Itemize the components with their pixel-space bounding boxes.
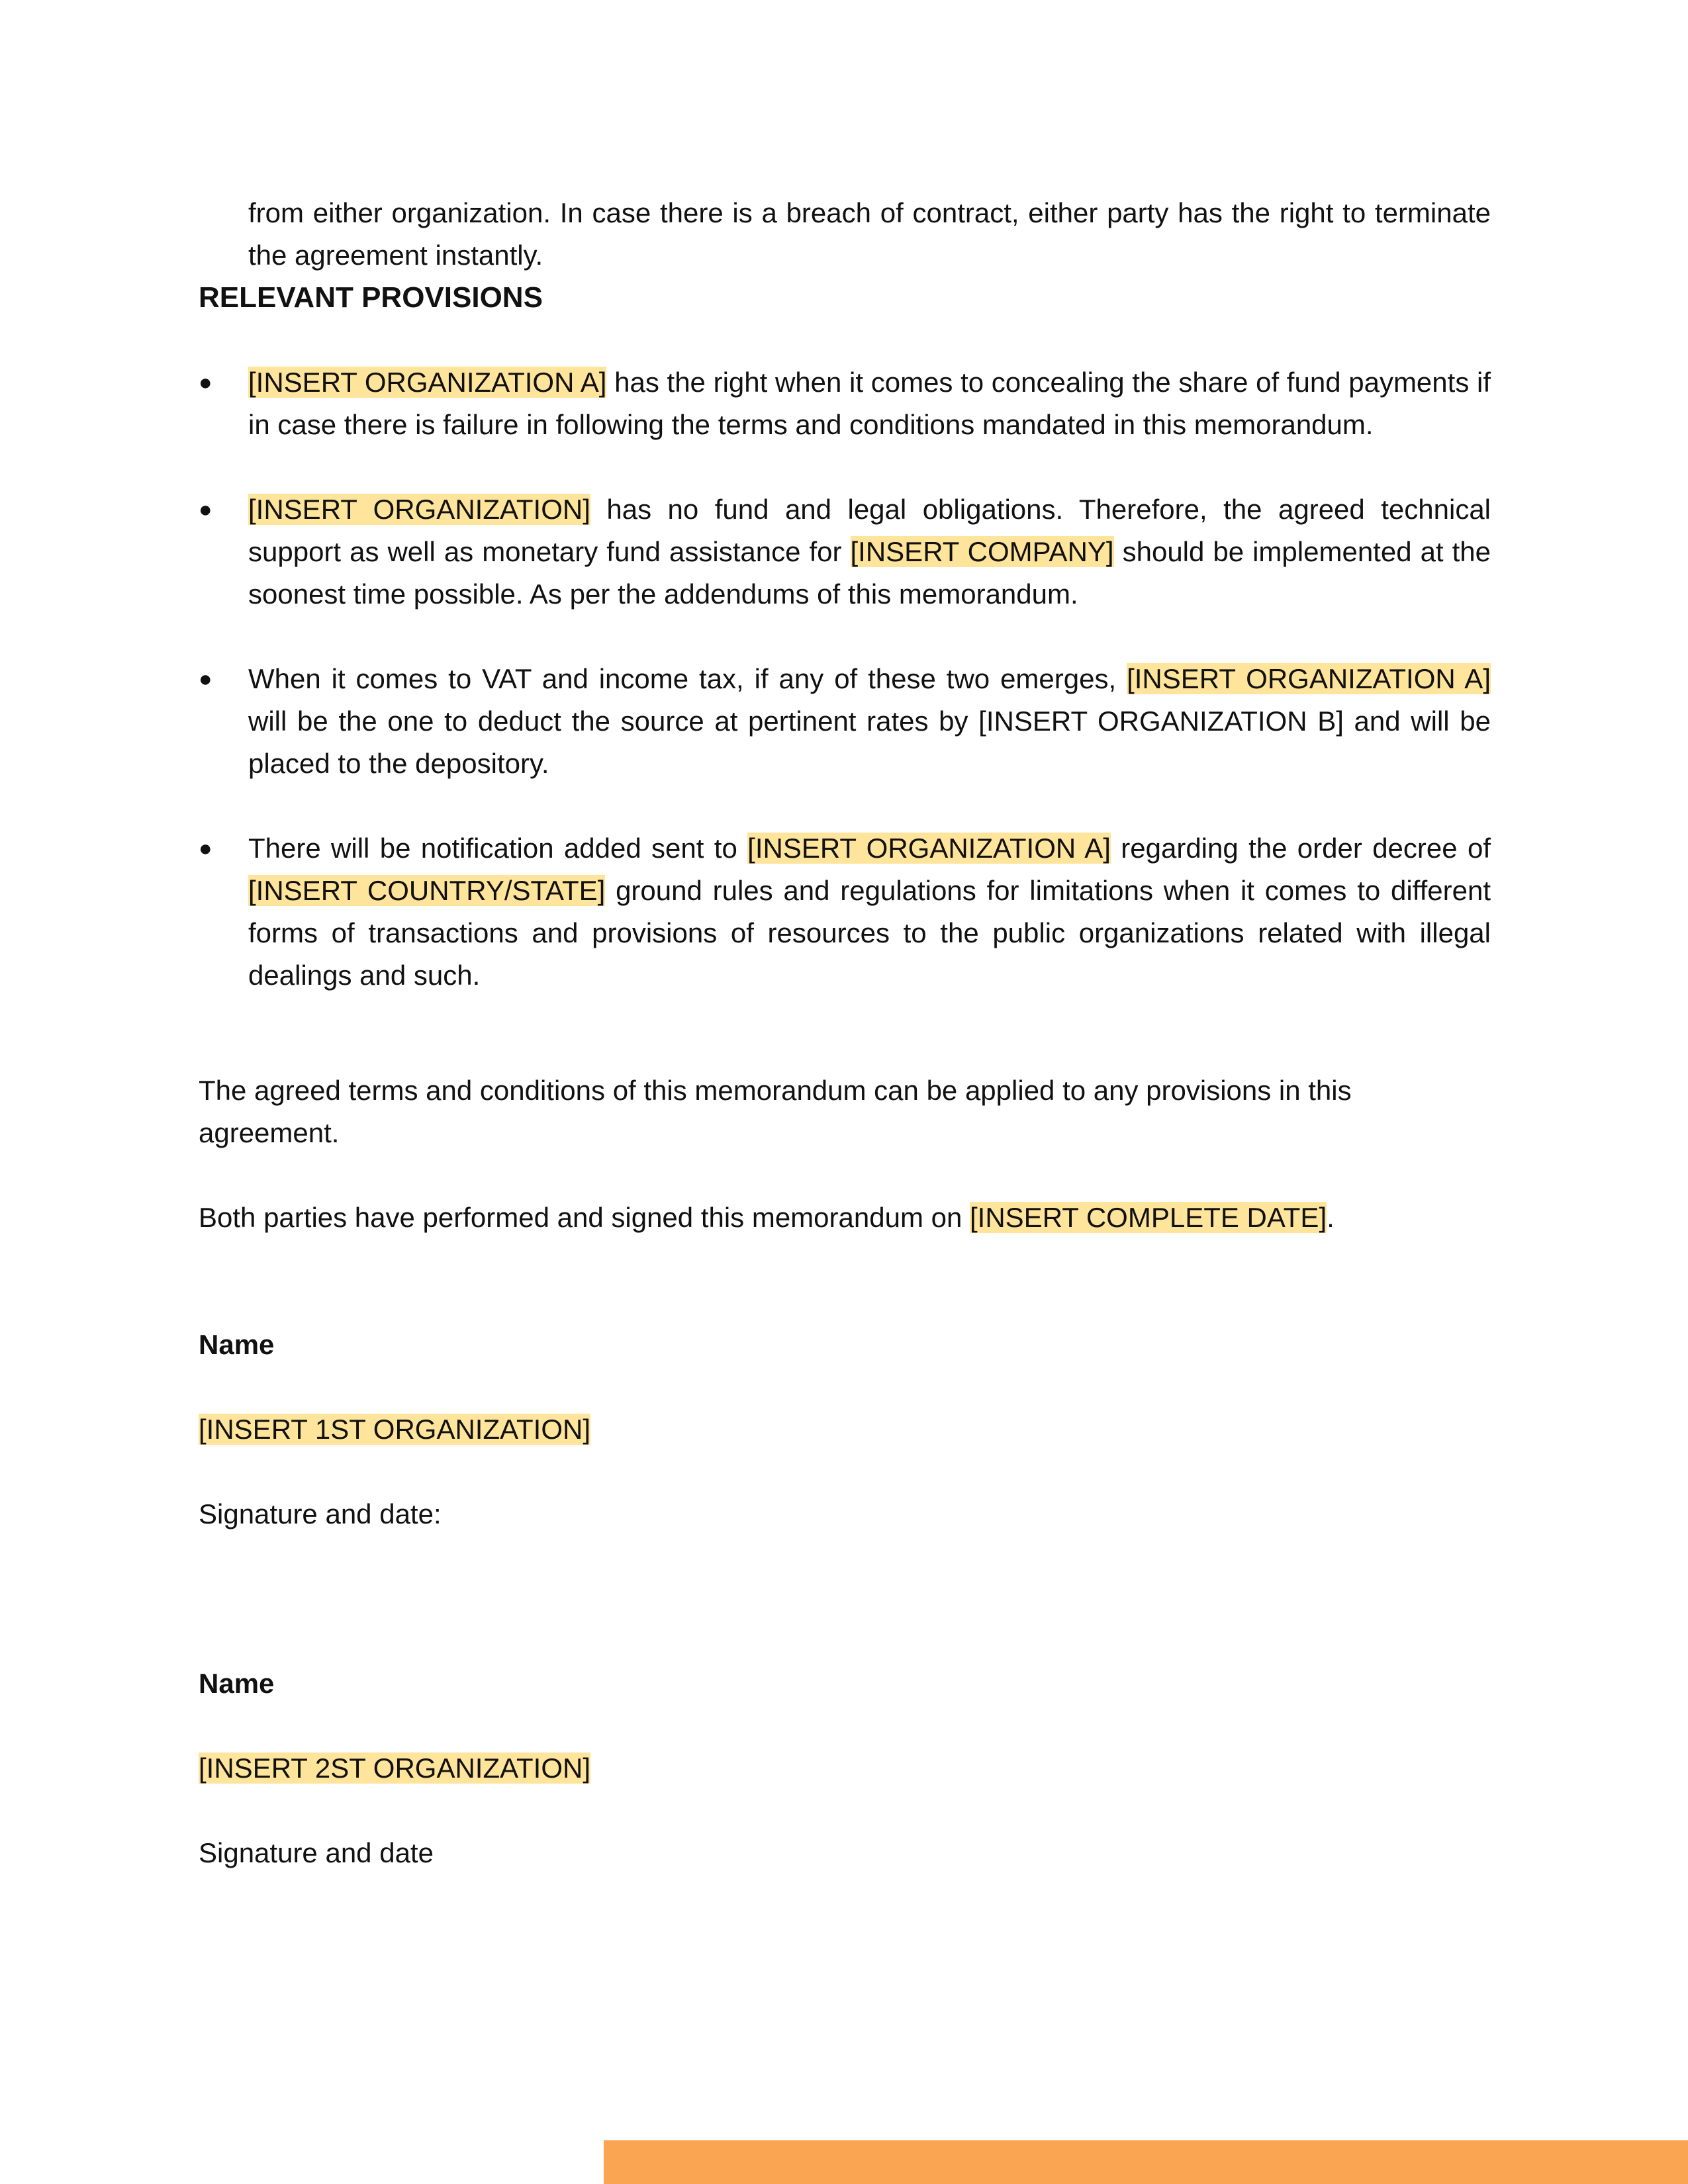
signed-suffix: . <box>1327 1202 1335 1233</box>
provision-text: will be the one to deduct the source at pertinent rates by [INSERT ORGANIZATION B] and will be placed to the depository. <box>248 705 1491 779</box>
signed-text: Both parties have performed and signed this memorandum on <box>199 1202 970 1233</box>
signature-block <box>199 1662 1491 1874</box>
provision-item <box>199 488 1491 615</box>
signature-date-label: Signature and date <box>199 1837 434 1868</box>
provision-text: There will be notification added sent to <box>248 833 748 864</box>
placeholder-organization-a: [INSERT ORGANIZATION A] <box>1127 663 1491 694</box>
signature-date-label: Signature and date: <box>199 1498 442 1529</box>
signed-paragraph <box>199 1197 1491 1239</box>
placeholder-organization-a: [INSERT ORGANIZATION A] <box>248 367 607 398</box>
provision-text: has the right when it comes to concealing the share of fund payments if in case there is failure in following the terms and conditions mandated in this memorandum. <box>248 367 1491 440</box>
section-heading: RELEVANT PROVISIONS <box>199 281 543 314</box>
placeholder-organization: [INSERT ORGANIZATION] <box>248 494 590 525</box>
provision-text: When it comes to VAT and income tax, if any of these two emerges, <box>248 663 1127 694</box>
bullet-icon: ● <box>199 497 212 522</box>
name-label: Name <box>199 1668 275 1699</box>
bullet-icon: ● <box>199 370 212 395</box>
continuation-paragraph: from either organization. In case there is a breach of contract, either party has the right to terminate the agreement instantly. <box>248 197 1491 271</box>
document-body <box>199 192 1491 1874</box>
name-label: Name <box>199 1329 275 1360</box>
placeholder-company: [INSERT COMPANY] <box>850 536 1114 567</box>
provision-text: has no fund and legal obligations. Therefore, the agreed technical support as well as monetary fund assistance for <box>248 494 1491 567</box>
provisions-list <box>199 361 1491 997</box>
signature-block <box>199 1324 1491 1535</box>
placeholder-1st-organization: [INSERT 1ST ORGANIZATION] <box>199 1414 590 1445</box>
placeholder-2nd-organization: [INSERT 2ST ORGANIZATION] <box>199 1752 590 1784</box>
terms-paragraph: The agreed terms and conditions of this memorandum can be applied to any provisions in this agreement. <box>199 1075 1352 1148</box>
provision-item <box>199 658 1491 785</box>
provision-text: regarding the order decree of <box>1110 833 1491 864</box>
provision-text: ground rules and regulations for limitations when it comes to different forms of transactions and provisions of resources to the public organizations related with illegal dealings and such. <box>248 875 1491 991</box>
provision-text: should be implemented at the soonest time possible. As per the addendums of this memorandum. <box>248 536 1491 610</box>
provision-item <box>199 827 1491 997</box>
placeholder-complete-date: [INSERT COMPLETE DATE] <box>970 1202 1327 1233</box>
placeholder-organization-a: [INSERT ORGANIZATION A] <box>747 833 1111 864</box>
bullet-icon: ● <box>199 836 212 861</box>
placeholder-country-state: [INSERT COUNTRY/STATE] <box>248 875 606 906</box>
footer-accent-bar <box>604 2140 1688 2184</box>
provision-item <box>199 361 1491 446</box>
bullet-icon: ● <box>199 666 212 692</box>
